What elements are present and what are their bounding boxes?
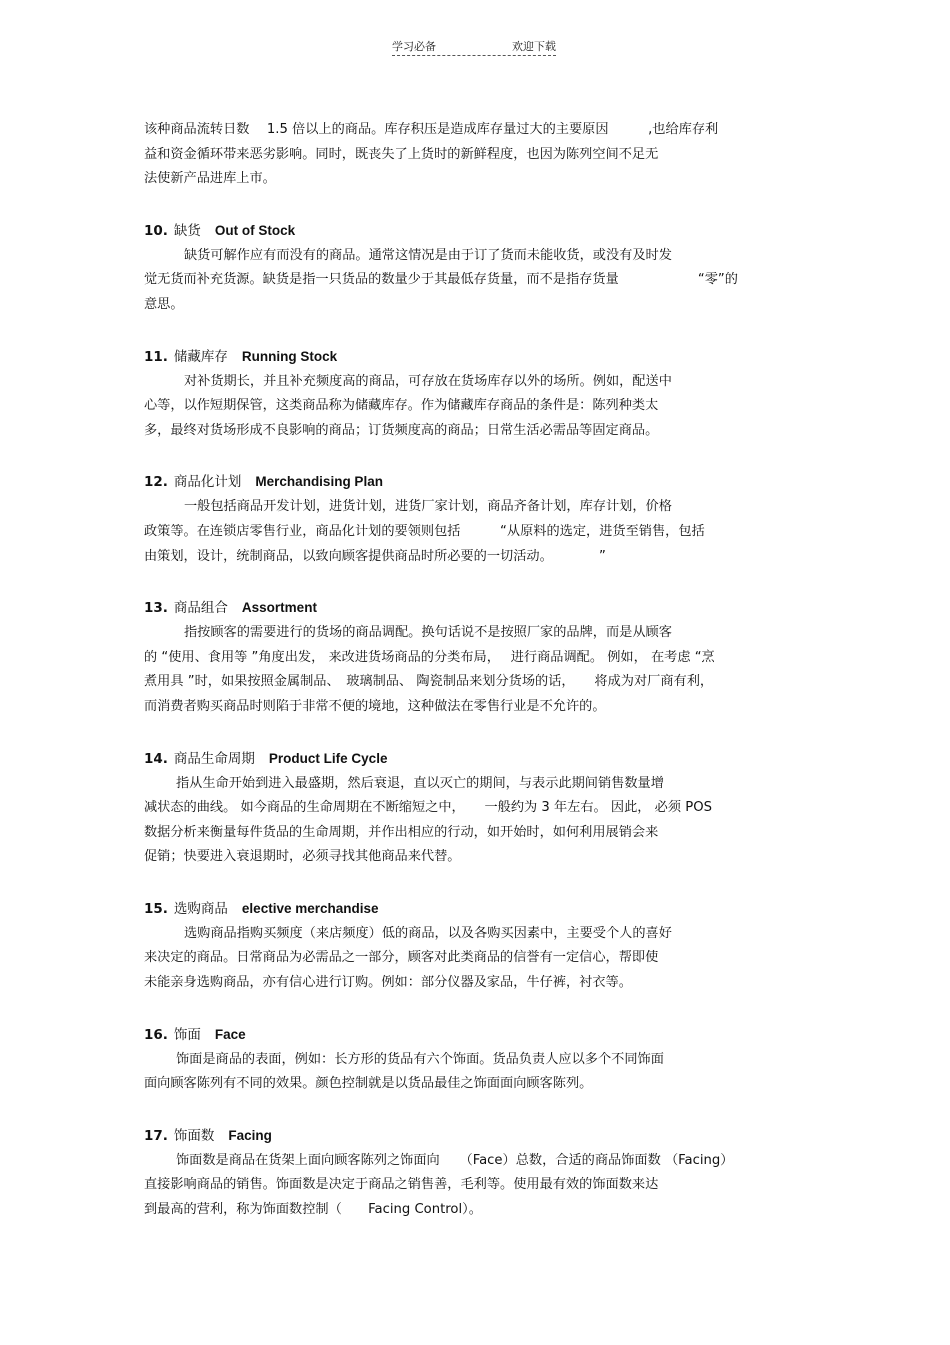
section-heading (144, 471, 824, 493)
section-title-zh: 商品组合 (173, 600, 228, 617)
paragraph-line: 一般包括商品开发计划，进货计划，进货厂家计划，商品齐备计划，库存计划，价格 (184, 499, 672, 515)
section-face (144, 1024, 824, 1097)
paragraph-line: 多，最终对货场形成不良影响的商品；订货频度高的商品；日常生活必需品等固定商品。 (144, 422, 659, 438)
section-title-en: Facing (228, 1127, 272, 1143)
paragraph-line: 意思。 (144, 296, 184, 312)
section-paragraph (144, 772, 824, 870)
section-title-en: Merchandising Plan (255, 474, 383, 490)
section-title-zh: 饰面数 (173, 1127, 215, 1144)
section-heading (144, 898, 824, 920)
header-right-text: 欢迎下载 (512, 40, 556, 53)
section-number: 16. (144, 1026, 168, 1043)
section-title-en: Out of Stock (214, 222, 296, 238)
section-merchandising-plan (144, 471, 824, 569)
paragraph-line: 的 “使用、食用等 ”角度出发， 来改进货场商品的分类布局， 进行商品调配。 例如， 在考虑 “烹 (144, 649, 715, 665)
section-paragraph (144, 621, 824, 719)
section-heading (144, 220, 824, 242)
section-paragraph (144, 370, 824, 444)
section-number: 14. (144, 750, 168, 767)
section-assortment (144, 597, 824, 719)
header-divider (392, 55, 556, 56)
paragraph-line: 益和资金循环带来恶劣影响。同时，既丧失了上货时的新鲜程度，也因为陈列空间不足无 (144, 146, 659, 162)
section-title-en: Running Stock (241, 348, 338, 364)
section-heading (144, 1125, 824, 1147)
section-number: 13. (144, 600, 168, 617)
section-number: 17. (144, 1127, 168, 1144)
paragraph-line: 到最高的营利，称为饰面数控制（ Facing Control）。 (144, 1202, 482, 1218)
section-facing (144, 1125, 824, 1223)
paragraph-line: 直接影响商品的销售。饰面数是决定于商品之销售善，毛利等。使用最有效的饰面数来达 (144, 1177, 659, 1193)
section-heading (144, 1024, 824, 1046)
paragraph-line: 法使新产品进库上市。 (144, 171, 276, 187)
section-paragraph (144, 495, 824, 569)
section-paragraph (144, 1149, 824, 1223)
section-title-en: elective merchandise (241, 900, 379, 916)
paragraph-line: 觉无货而补充货源。缺货是指一只货品的数量少于其最低存货量，而不是指存货量 “零”的 (144, 272, 738, 288)
paragraph-line: 面向顾客陈列有不同的效果。颜色控制就是以货品最佳之饰面面向顾客陈列。 (144, 1076, 593, 1092)
section-heading (144, 346, 824, 368)
paragraph-line: 促销；快要进入衰退期时，必须寻找其他商品来代替。 (144, 849, 461, 865)
section-running-stock (144, 346, 824, 444)
section-title-zh: 商品化计划 (173, 474, 242, 491)
section-product-life-cycle (144, 748, 824, 870)
paragraph-line: 政策等。在连锁店零售行业，商品化计划的要领则包括 “从原料的选定，进货至销售，包括 (144, 523, 705, 539)
section-title-zh: 缺货 (173, 222, 201, 239)
paragraph-line: 未能亲身选购商品，亦有信心进行订购。例如：部分仪器及家品，牛仔裤，衬衣等。 (144, 975, 632, 991)
paragraph-line: 选购商品指购买频度（来店频度）低的商品，以及各购买因素中，主要受个人的喜好 (184, 925, 672, 941)
section-number: 11. (144, 348, 168, 365)
document-body (144, 118, 824, 1223)
section-out-of-stock (144, 220, 824, 318)
header-left-text: 学习必备 (392, 40, 436, 53)
section-heading (144, 748, 824, 770)
section-number: 10. (144, 222, 168, 239)
section-title-en: Face (214, 1026, 246, 1042)
paragraph-line: 而消费者购买商品时则陷于非常不便的境地，这种做法在零售行业是不允许的。 (144, 698, 606, 714)
paragraph-line: 指从生命开始到进入最盛期，然后衰退，直以灭亡的期间，与表示此期间销售数量增 (176, 775, 664, 791)
section-paragraph (144, 244, 824, 318)
paragraph-line: 数据分析来衡量每件货品的生命周期，并作出相应的行动，如开始时，如何利用展销会来 (144, 824, 659, 840)
intro-paragraph (144, 118, 824, 192)
paragraph-line: 饰面是商品的表面，例如：长方形的货品有六个饰面。货品负责人应以多个不同饰面 (176, 1051, 664, 1067)
section-elective-merchandise (144, 898, 824, 996)
section-heading (144, 597, 824, 619)
paragraph-line: 减状态的曲线。 如今商品的生命周期在不断缩短之中， 一般约为 3 年左右。 因此， 必须 POS (144, 800, 712, 816)
paragraph-line: 煮用具 ”时，如果按照金属制品、 玻璃制品、 陶瓷制品来划分货场的话， 将成为对厂商有利， (144, 674, 714, 690)
paragraph-line: 由策划，设计，统制商品，以致向顾客提供商品时所必要的一切活动。 ” (144, 548, 606, 564)
paragraph-line: 该种商品流转日数 1.5 倍以上的商品。库存积压是造成库存量过大的主要原因 ,也给库存利 (144, 122, 719, 137)
section-title-zh: 选购商品 (173, 900, 228, 917)
section-paragraph (144, 1048, 824, 1097)
section-number: 12. (144, 474, 168, 491)
section-title-en: Assortment (241, 600, 317, 616)
section-title-zh: 商品生命周期 (173, 750, 255, 767)
section-number: 15. (144, 900, 168, 917)
paragraph-line: 对补货期长，并且补充频度高的商品，可存放在货场库存以外的场所。例如，配送中 (184, 373, 672, 389)
section-title-zh: 储藏库存 (173, 348, 228, 365)
section-title-zh: 饰面 (173, 1026, 201, 1043)
paragraph-line: 来决定的商品。日常商品为必需品之一部分，顾客对此类商品的信誉有一定信心，帮即使 (144, 950, 659, 966)
paragraph-line: 心等，以作短期保管，这类商品称为储藏库存。作为储藏库存商品的条件是：陈列种类太 (144, 398, 659, 414)
section-title-en: Product Life Cycle (268, 750, 388, 766)
section-paragraph (144, 922, 824, 996)
paragraph-line: 指按顾客的需要进行的货场的商品调配。换句话说不是按照厂家的品牌，而是从顾客 (184, 625, 672, 641)
paragraph-line: 饰面数是商品在货架上面向顾客陈列之饰面向 （Face）总数，合适的商品饰面数 （Facing） (176, 1152, 734, 1168)
paragraph-line: 缺货可解作应有而没有的商品。通常这情况是由于订了货而未能收货，或没有及时发 (184, 247, 672, 263)
